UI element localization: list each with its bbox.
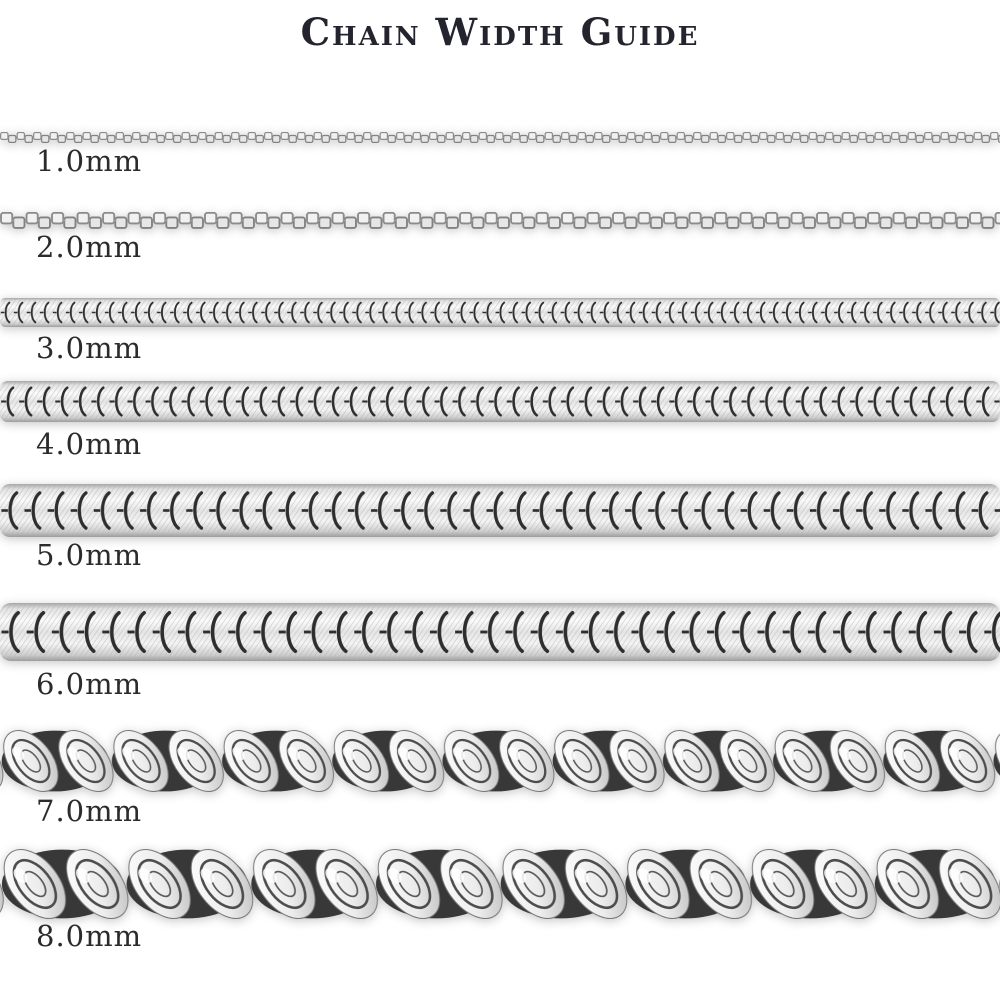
chain-width-label-5-0mm: 5.0mm (36, 538, 143, 572)
chain-width-label-2-0mm: 2.0mm (36, 230, 143, 264)
chain-photo-1-0mm (0, 132, 1000, 143)
page-title: Chain Width Guide (300, 10, 700, 54)
chain-photo-5-0mm (0, 483, 1000, 538)
chain-width-label-8-0mm: 8.0mm (36, 919, 143, 953)
chain-width-label-3-0mm: 3.0mm (36, 331, 143, 365)
chain-photo-3-0mm (0, 297, 1000, 328)
chain-photo-7-0mm (0, 723, 1000, 799)
chain-photo-4-0mm (0, 380, 1000, 423)
chain-width-label-6-0mm: 6.0mm (36, 667, 143, 701)
chain-photo-8-0mm (0, 841, 1000, 927)
chain-width-label-4-0mm: 4.0mm (36, 427, 143, 461)
chain-photo-6-0mm (0, 602, 1000, 662)
chain-width-label-1-0mm: 1.0mm (36, 144, 143, 178)
chain-photo-2-0mm (0, 212, 1000, 229)
chain-width-label-7-0mm: 7.0mm (36, 794, 143, 828)
